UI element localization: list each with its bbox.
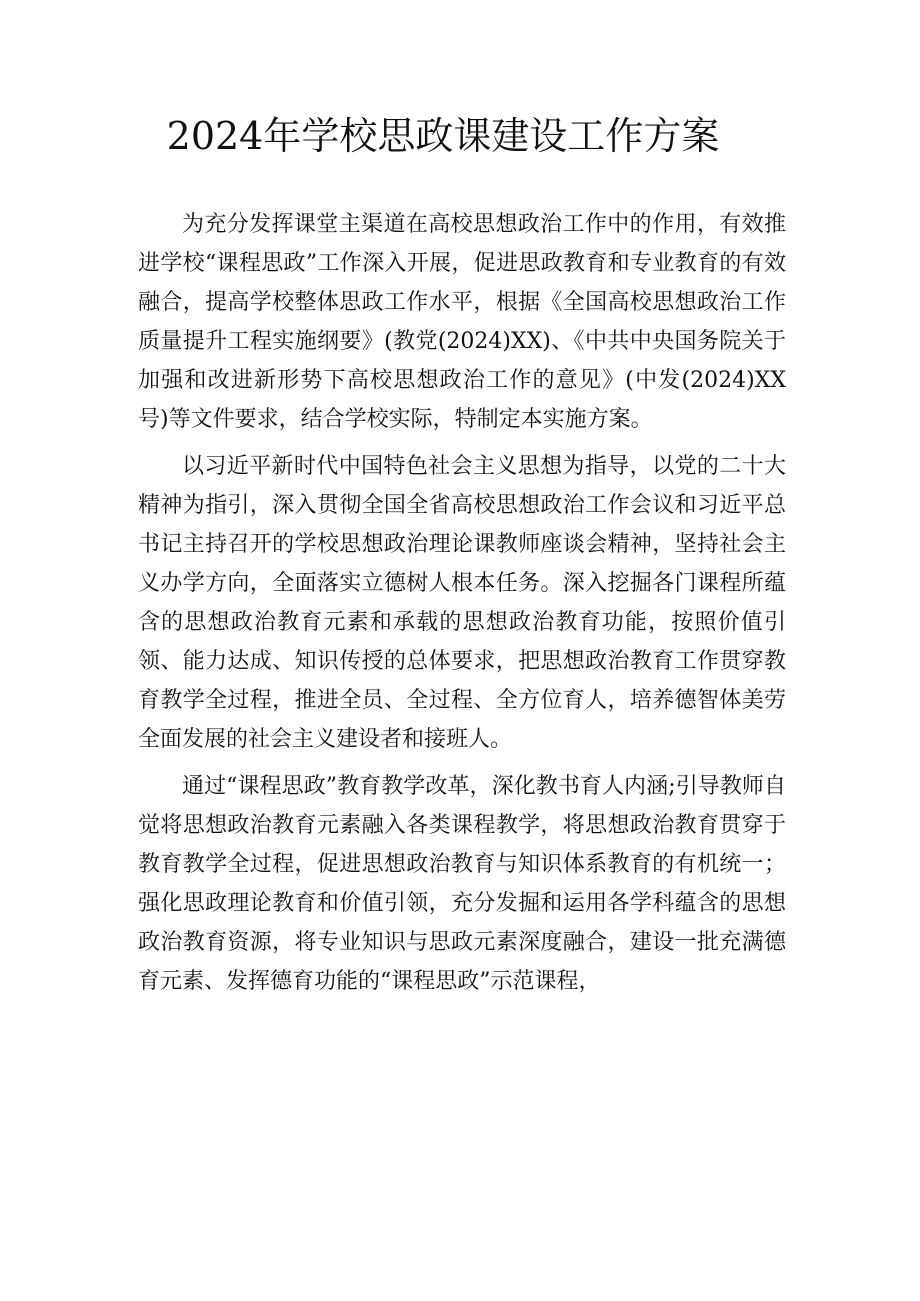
paragraph-intro: 为充分发挥课堂主渠道在高校思想政治工作中的作用，有效推进学校“课程思政”工作深入开展，促进思政教育和专业教育的有效融合，提高学校整体思政工作水平，根据《全国高校思想政治工作质量提升工程实施纲要》(教党(2024)XX)、《中共中央国务院关于加强和改进新形势下高校思想政治工作的意见》(中发(2024)XX号)等文件要求，结合学校实际，特制定本实施方案。	[138, 212, 786, 432]
paragraph-goals: 通过“课程思政”教育教学改革，深化教书育人内涵;引导教师自觉将思想政治教育元素融入各类课程教学，将思想政治教育贯穿于教育教学全过程，促进思想政治教育与知识体系教育的有机统一；强化思政理论教育和价值引领，充分发掘和运用各学科蕴含的思想政治教育资源，将专业知识与思政元素深度融合，建设一批充满德育元素、发挥德育功能的“课程思政”示范课程，	[138, 774, 786, 994]
paragraph-guiding-ideology: 以习近平新时代中国特色社会主义思想为指导，以党的二十大精神为指引，深入贯彻全国全省高校思想政治工作会议和习近平总书记主持召开的学校思想政治理论课教师座谈会精神，坚持社会主义办学方向，全面落实立德树人根本任务。深入挖掘各门课程所蕴含的思想政治教育元素和承载的思想政治教育功能，按照价值引领、能力达成、知识传授的总体要求，把思想政治教育工作贯穿教育教学全过程，推进全员、全过程、全方位育人，培养德智体美劳全面发展的社会主义建设者和接班人。	[138, 454, 786, 752]
document-body	[138, 205, 786, 1009]
document-title: 2024年学校思政课建设工作方案	[166, 114, 720, 158]
